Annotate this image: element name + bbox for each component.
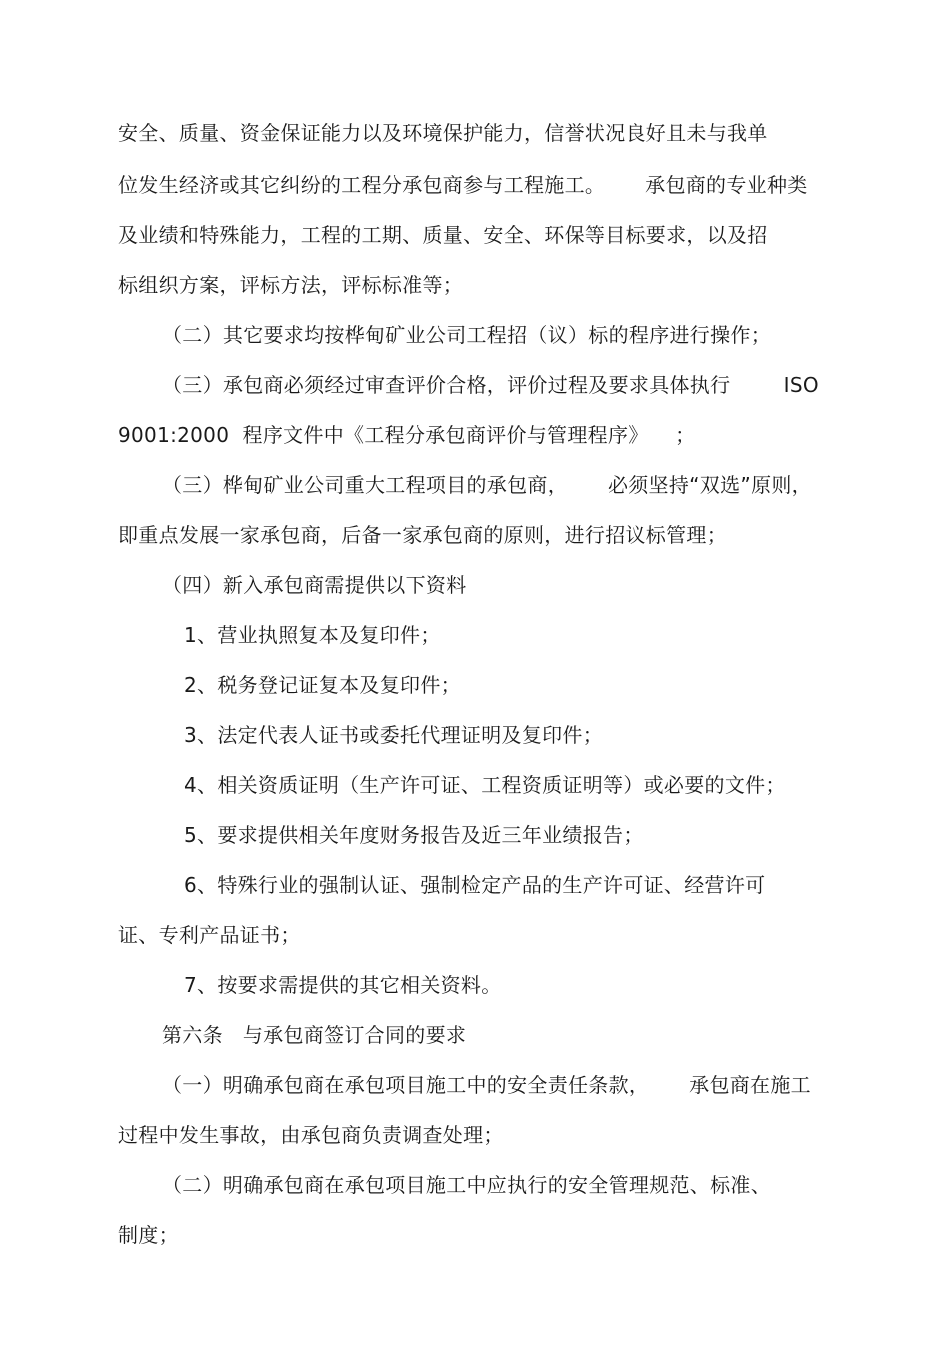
section-item-4: （四）新入承包商需提供以下资料 [162,573,467,597]
paragraph-line: 9001:2000 程序文件中《工程分承包商评价与管理程序》 ； [118,423,696,447]
section-item-2: （二）其它要求均按桦甸矿业公司工程招（议）标的程序进行操作； [162,323,771,347]
list-item-7: 7、按要求需提供的其它相关资料。 [184,973,502,997]
list-item-3: 3、法定代表人证书或委托代理证明及复印件； [184,723,604,747]
paragraph-line: 安全、质量、资金保证能力以及环境保护能力，信誉状况良好且未与我单 [118,121,768,145]
paragraph-line: 制度； [118,1223,179,1247]
paragraph-line: 过程中发生事故，由承包商负责调查处理； [118,1123,504,1147]
section-item-3: （三）承包商必须经过审查评价合格，评价过程及要求具体执行 ISO [162,373,819,397]
paragraph-line: 标组织方案，评标方法，评标标准等； [118,273,464,297]
list-item-2: 2、税务登记证复本及复印件； [184,673,461,697]
paragraph-line: 位发生经济或其它纠纷的工程分承包商参与工程施工。 承包商的专业种类 [118,173,808,197]
list-item-5: 5、要求提供相关年度财务报告及近三年业绩报告； [184,823,644,847]
section-item-2b: （二）明确承包商在承包项目施工中应执行的安全管理规范、标准、 [162,1173,771,1197]
article-heading: 第六条 与承包商签订合同的要求 [162,1023,467,1047]
list-item-4: 4、相关资质证明（生产许可证、工程资质证明等）或必要的文件； [184,773,786,797]
section-item-3b: （三）桦甸矿业公司重大工程项目的承包商， 必须坚持“双选”原则， [162,473,812,497]
section-item-1: （一）明确承包商在承包项目施工中的安全责任条款， 承包商在施工 [162,1073,811,1097]
paragraph-line: 及业绩和特殊能力，工程的工期、质量、安全、环保等目标要求，以及招 [118,223,768,247]
list-item-6: 6、特殊行业的强制认证、强制检定产品的生产许可证、经营许可 [184,873,766,897]
paragraph-line: 即重点发展一家承包商，后备一家承包商的原则，进行招议标管理； [118,523,727,547]
list-item-1: 1、营业执照复本及复印件； [184,623,441,647]
list-item-6-continued: 证、专利产品证书； [118,923,301,947]
